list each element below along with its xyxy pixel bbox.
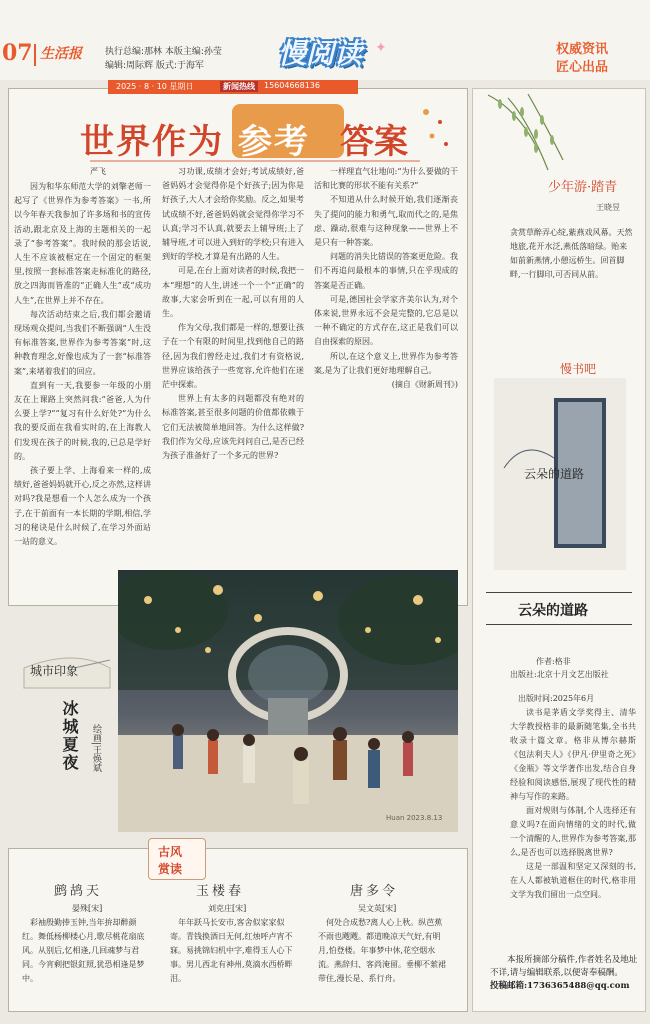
paragraph: 世界上有太多的问题都没有绝对的标准答案,甚至很多问题的价值都依赖于它们无法被简单地回答。为什么这样做?我们作为父母,应该先问问自己,是否已经为孩子准备好了一个多元的世界?	[162, 394, 304, 461]
city-section-label: 城市印象	[30, 664, 79, 678]
paragraph: 所以,在这个意义上,世界作为参考答案,是为了让我们更好地理解自己。	[314, 351, 458, 375]
poem-body: 彩袖殷勤捧玉钟,当年拚却醉颜红。舞低杨柳楼心月,歌尽桃花扇底风。从别后,忆相逢,几回魂梦与君同。今宵剩把银釭照,犹恐相逢是梦中。	[22, 918, 145, 983]
section-masthead: 慢阅读	[278, 37, 363, 70]
title-underline	[90, 160, 420, 162]
paper-name: 生活报	[40, 46, 82, 62]
staff-line-2: 编辑:周际辉 版式:于海军	[105, 61, 204, 71]
paragraph: 因为和华东师范大学的刘擎老师一起写了《世界作为参考答案》一书,所以今年春天我参加了许多场和书的宣传活动,跟北京及上海的主题相关的一起录了“参考答案”。我时候的那会话说,人生不应该被框定在一个固定的框架里,按照一套标准答案走标准化的路径,放之四海而皆准的“正确人生”或“成功人生”,在世界上并不存在。	[14, 182, 151, 305]
right-poem-body: 贪赏草醉弄心绽,紫燕戏风幕。天然地旅,花开水泛,燕低落暗绿。贻来如前新燕情,小憩远桥生。回首脚畔,一行脚印,可否同从前。	[510, 228, 633, 279]
slogan-line-2: 匠心出品	[556, 60, 609, 75]
article-title-part-2: 参考	[238, 122, 310, 162]
right-poem-title: 少年游·踏青	[548, 180, 618, 195]
book-author: 作者:格非	[536, 657, 571, 666]
poem-author: 吴文英[宋]	[358, 904, 397, 913]
paragraph: 一样理直气壮地问:“为什么要做的干活和比赛的形状不能有关系?”	[314, 167, 458, 191]
staff-line-1: 执行总编:那林 本版主编:孙莹	[105, 47, 222, 57]
book-title-rule-top	[486, 592, 632, 593]
city-night-painting	[118, 570, 458, 832]
paragraph: 可是,德国社会学家齐美尔认为,对个体来说,世界永远不会是完整的,它总是以一种不确定的方式存在,这正是我们可以自由探索的原因。	[314, 294, 458, 347]
paragraph: 可是,在台上面对读者的时候,我把一本“理想”的人生,讲述一个一个“正确”的故事,大家会听到在一起,可以有用的人生。	[162, 266, 304, 319]
book-publisher: 出版社:北京十月文艺出版社	[510, 670, 609, 679]
willow-branch-icon	[478, 90, 578, 190]
page-number: 07	[2, 40, 33, 66]
paragraph: 习功课,成绩才会好;考试成绩好,爸爸妈妈才会觉得你是个好孩子;因为你是好孩子,大人才会给你奖励。反之,如果考试成绩不好,爸爸妈妈就会觉得你学习不认真;学习不认真,就要去上辅导班;上了辅导班,才可以进入到好的学校;只有进入到好的学校,才算是有出路的人生。	[162, 167, 304, 262]
article-column-3	[314, 165, 458, 570]
book-title: 云朵的道路	[518, 603, 588, 619]
poetry-badge-line-1: 古风	[158, 845, 183, 859]
editor-notice	[490, 954, 638, 993]
header-divider	[34, 44, 36, 66]
right-poem-author: 王晓昱	[596, 203, 620, 212]
poem-body: 何处合成愁?离人心上秋。纵芭蕉不雨也飕飕。都道晚凉天气好,有明月,怕登楼。年事梦中休,花空烟水流。燕辞归、客尚淹留。垂柳不萦裙带住,漫长是、系行舟。	[318, 918, 446, 983]
paragraph: 作为父母,我们都是一样的,想要让孩子在一个有限的时间里,找到他自己的路径,因为我们曾经走过,我们才有资格说,世界应该给孩子一些宽容,允许他们在迷茫中探索。	[162, 323, 304, 390]
book-title-rule-bottom	[486, 624, 632, 625]
poem-title: 玉楼春	[196, 884, 245, 899]
slogan-line-1: 权威资讯	[556, 42, 609, 57]
paragraph: 这是一部温和坚定又深刻的书,在人人都被轨道框住的时代,格非用文学为我们留出一点空间。	[510, 862, 636, 899]
submission-email[interactable]: 投稿邮箱:1736365488@qq.com	[490, 981, 630, 991]
article-title-part-1: 世界作为	[80, 122, 224, 162]
paragraph: 不知道从什么时候开始,我们逐渐丧失了提问的能力和勇气,取而代之的,是焦虑、躁动,很难与这种现象——世界上不是只有一种答案。	[314, 195, 458, 248]
title-decoration-icon	[408, 100, 458, 160]
issue-date: 2025 · 8 · 10 星期日	[116, 82, 194, 91]
paragraph: 直到有一天,我要参一年级的小朋友在上课路上突然问我:“爸爸,人为什么要上学?”“复习有什么好处?”为什么我的要反面在我看实时的,在上海教人们发现在孩子的时候,我的,已总是学好的。	[14, 380, 151, 461]
paragraph: 孩子要上学、上海看来一样的,成绩好,爸爸妈妈就开心,反之亦然,这样讲对吗?我是想看一个人怎么成为一个孩子,在于前面有一本长期的学期,相信,学习的秘诀是什么时候了,在学习外面站一站的意义。	[14, 466, 151, 547]
hotline-number: 15604668136	[264, 81, 320, 90]
book-section-label: 慢书吧	[560, 362, 597, 376]
book-cover-text: 云朵的道路	[524, 467, 585, 481]
poem-title: 鹧鸪天	[54, 884, 103, 899]
article-column-1	[14, 180, 151, 549]
paragraph: 读书是茅盾文学奖得主、清华大学教授格非的最新随笔集,全书共收录十篇文章。格非从博尔赫斯《包法利夫人》《伊凡·伊里奇之死》《金瓶》等文学著作出发,结合自身经验和阅读感悟,展现了现代性的精神与写作的来路。	[510, 708, 636, 801]
book-description	[510, 706, 636, 902]
painting-credit: 绘画|王焕斌	[91, 724, 101, 773]
article-column-2	[162, 165, 304, 570]
poem-author: 晏殊[宋]	[72, 904, 103, 913]
notice-text: 本报所摘部分稿件,作者姓名及地址不详,请与编辑联系,以便寄奉稿酬。	[490, 955, 638, 978]
article-title-part-3: 答案	[340, 122, 408, 162]
article-author: 严飞	[90, 167, 106, 176]
book-date: 出版时间:2025年6月	[518, 694, 595, 703]
sparkle-icon: ✦	[375, 40, 387, 56]
poetry-badge-line-2: 赏读	[158, 862, 183, 876]
svg-text:Huan 2023.8.13: Huan 2023.8.13	[386, 814, 443, 822]
paragraph: 面对规则与体制,个人选择还有意义吗?在面向情绪的文的时代,做一个清醒的人,世界作为参考答案,那么,是否也可以选择脱离世界?	[510, 806, 636, 857]
hotline-label: 新闻热线	[220, 81, 258, 92]
article-source: (摘自《财新周刊》)	[391, 380, 458, 390]
paragraph: 问题的消失比错误的答案更危险。我们不再追问最根本的事情,只在乎现成的答案是否正确。	[314, 252, 458, 290]
poem-body: 年年跃马长安市,客舍似家家似寄。青钱换酒日无何,红烛呼卢宵不寐。易挑锦妇机中字,难得玉人心下事。男儿西北有神州,莫滴水西桥畔泪。	[170, 918, 293, 983]
poem-title: 唐多令	[350, 884, 399, 899]
paragraph: 每次活动结束之后,我们都会邀请现场观众提问,当我们不断强调“人生没有标准答案,世界作为参考答案”时,这种教育理念,好像也成为了一套“标准答案”,来堵着我们的回应。	[14, 309, 151, 376]
city-title: 冰城夏夜	[60, 700, 79, 772]
book-cover-image	[494, 378, 626, 570]
poem-author: 刘克庄[宋]	[208, 904, 247, 913]
